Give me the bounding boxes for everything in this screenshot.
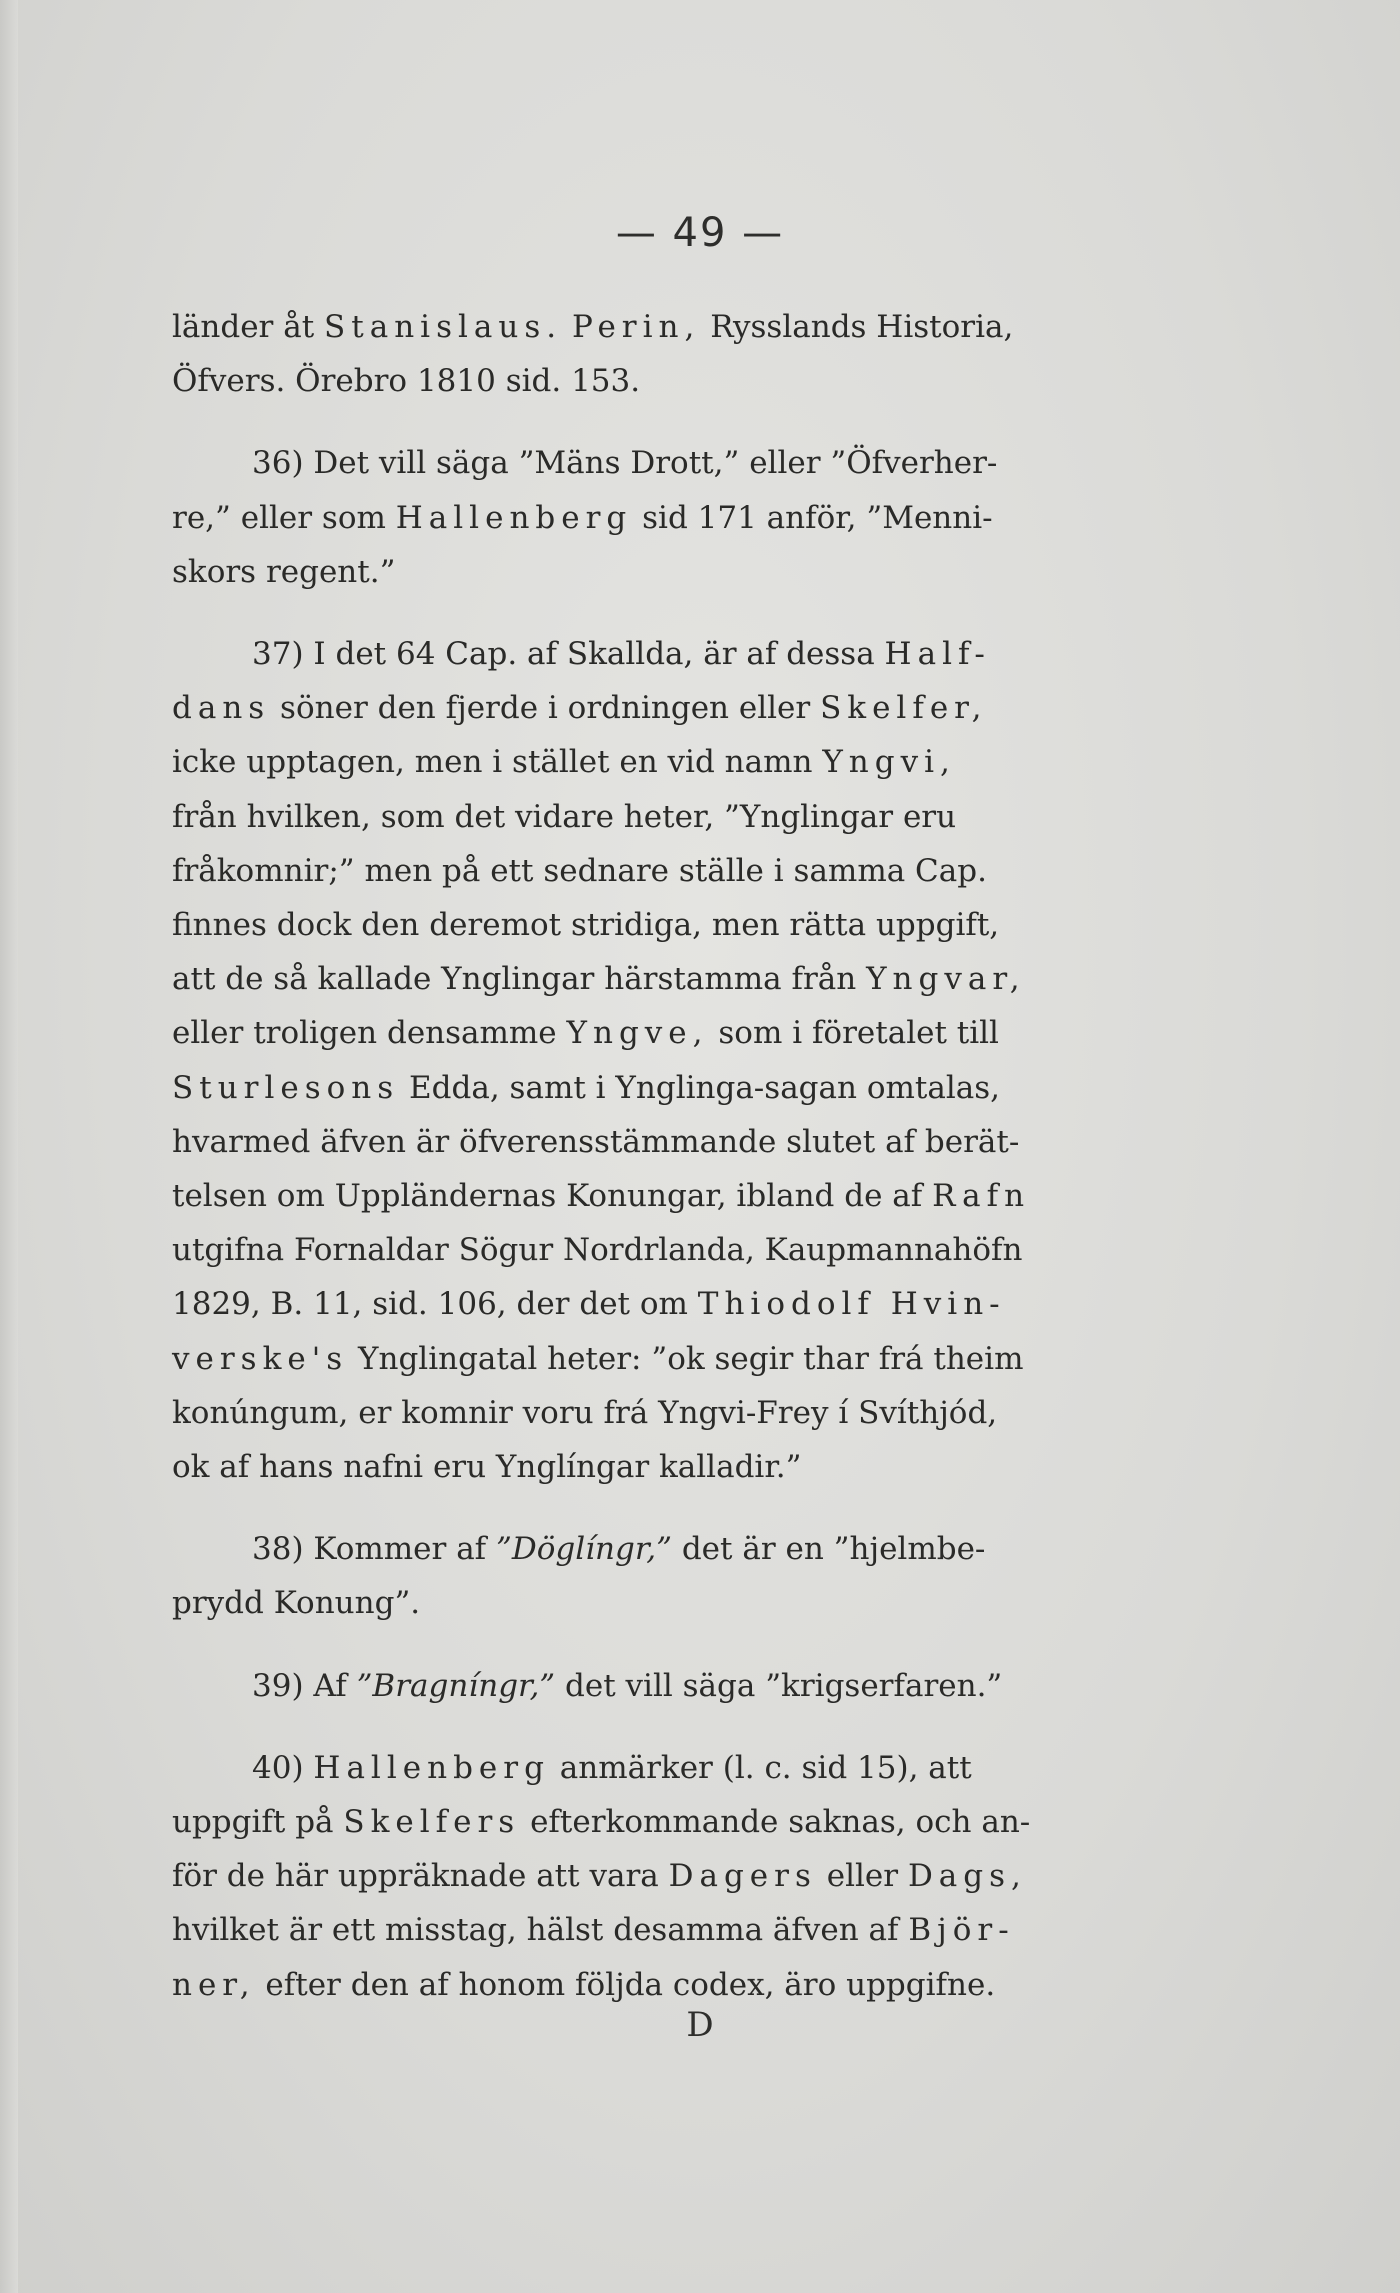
text-line: dans söner den fjerde i ordningen eller Skelfer, <box>172 690 988 727</box>
text-line: ner, efter den af honom följda codex, äro uppgifne. <box>172 1966 996 2003</box>
text-line: eller troligen densamme Yngve, som i företalet till <box>172 1015 999 1052</box>
text-line: uppgift på Skelfers efterkommande saknas, och an- <box>172 1804 1031 1841</box>
text-line: Öfvers. Örebro 1810 sid. 153. <box>172 363 641 400</box>
signature-mark: D <box>686 2005 714 2045</box>
text-line: prydd Konung”. <box>172 1585 421 1622</box>
text-line: hvilket är ett misstag, hälst desamma äfven af Björ- <box>172 1912 1015 1949</box>
text-line: Sturlesons Edda, samt i Ynglinga-sagan omtalas, <box>172 1069 1000 1106</box>
text-line: från hvilken, som det vidare heter, ”Ynglingar eru <box>172 798 957 835</box>
text-line: 1829, B. 11, sid. 106, der det om Thiodolf Hvin- <box>172 1286 1006 1323</box>
text-line: icke upptagen, men i stället en vid namn Yngvi, <box>172 744 956 781</box>
footnote-36: 36) Det vill säga ”Mäns Drott,” eller ”Öfverher- <box>252 445 998 482</box>
text-line: länder åt Stanislaus. Perin, Rysslands Historia, <box>172 309 1014 345</box>
footnote-38: 38) Kommer af ”Döglíngr,” det är en ”hjelmbe- <box>252 1531 986 1568</box>
page-number: — 49 — <box>615 210 785 256</box>
text-line: finnes dock den deremot stridiga, men rätta uppgift, <box>172 907 1000 944</box>
text-line: konúngum, er komnir voru frá Yngvi-Frey í Svíthjód, <box>172 1394 998 1431</box>
text-line: skors regent.” <box>172 553 396 590</box>
text-line: ok af hans nafni eru Ynglíngar kalladir.” <box>172 1449 802 1486</box>
footnote-40: 40) Hallenberg anmärker (l. c. sid 15), att <box>252 1749 972 1786</box>
footnote-37: 37) I det 64 Cap. af Skallda, är af dessa Half- <box>252 636 991 673</box>
text-line: telsen om Uppländernas Konungar, ibland de af Rafn <box>172 1178 1031 1215</box>
text-line: för de här uppräknade att vara Dagers eller Dags, <box>172 1858 1027 1895</box>
text-line: re,” eller som Hallenberg sid 171 anför, ”Menni- <box>172 499 993 536</box>
text-line: att de så kallade Ynglingar härstamma från Yngvar, <box>172 961 1026 998</box>
text-line: hvarmed äfven är öfverensstämmande slutet af berät- <box>172 1123 1020 1160</box>
text-line: fråkomnir;” men på ett sednare ställe i samma Cap. <box>172 852 987 889</box>
page-body <box>172 300 1172 2012</box>
text-line: utgifna Fornaldar Sögur Nordrlanda, Kaupmannahöfn <box>172 1232 1023 1269</box>
footnote-39: 39) Af ”Bragníngr,” det vill säga ”krigserfaren.” <box>252 1667 1003 1704</box>
text-line: verske's Ynglingatal heter: ”ok segir thar frá theim <box>172 1340 1024 1377</box>
page-edge-shadow <box>0 0 18 2293</box>
